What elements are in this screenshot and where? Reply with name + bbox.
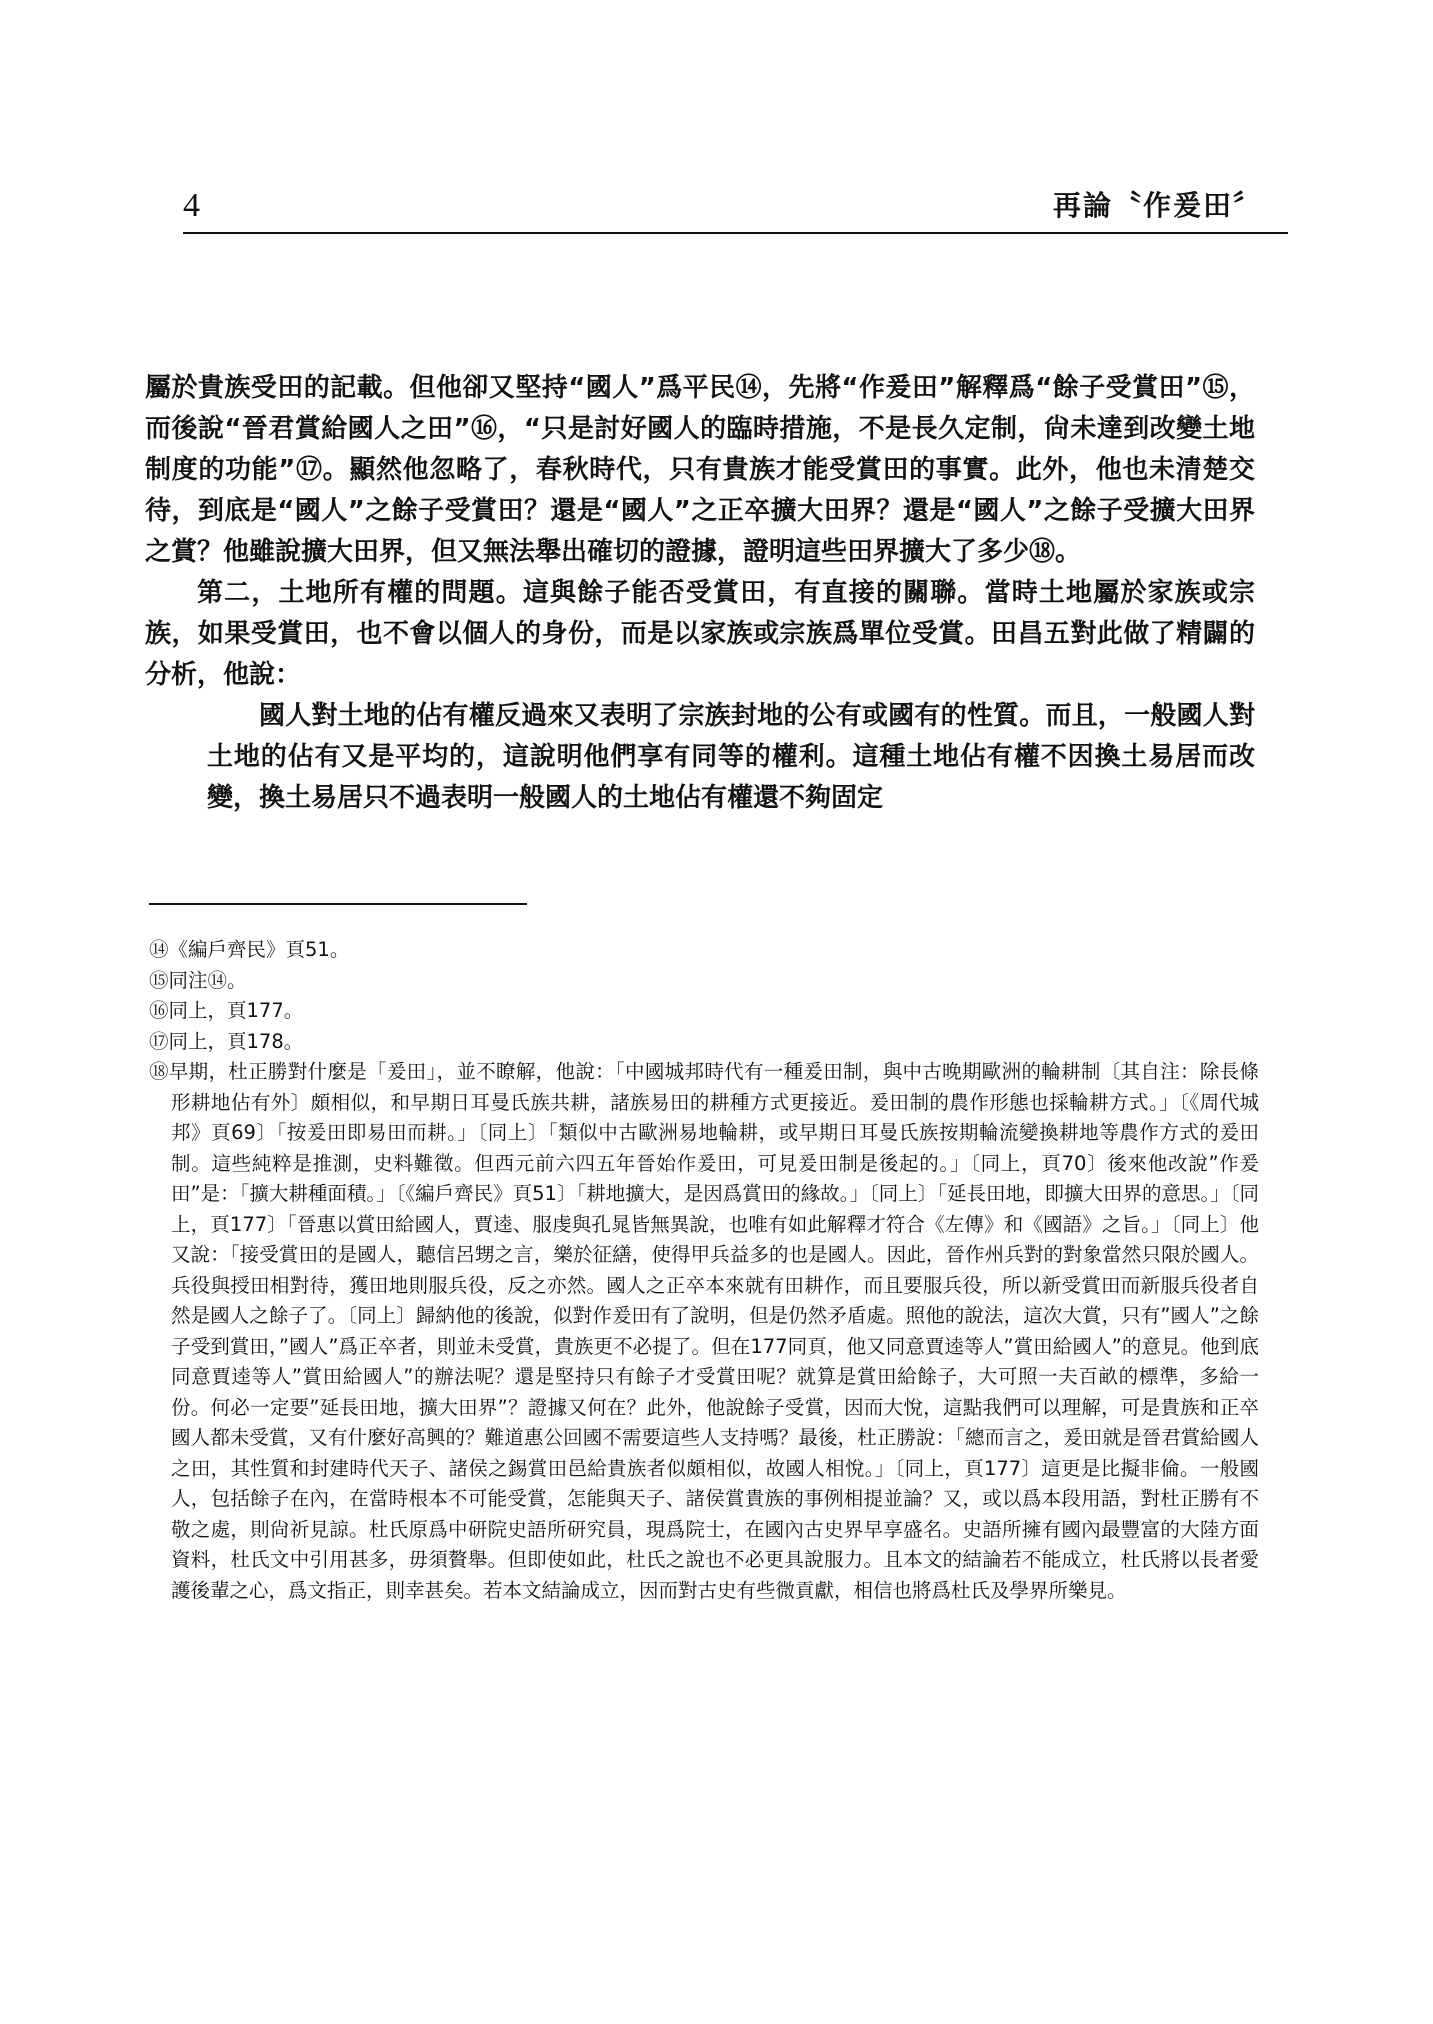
header-divider [183, 232, 1288, 234]
block-quote [145, 696, 1255, 819]
footnote-divider [149, 903, 527, 905]
running-header-title: 再論〝作爰田〞 [1052, 189, 1263, 222]
footnote: ⑰同上，頁178。 [149, 1029, 304, 1053]
footnotes [149, 935, 1259, 1606]
footnote: ⑮同注⑭。 [149, 968, 247, 992]
footnote: ⑭《編戶齊民》頁51。 [149, 938, 350, 961]
footnote: ⑱早期，杜正勝對什麼是「爰田」，並不瞭解，他說：「中國城邦時代有一種爰田制，與中古晚期歐洲的輪耕制〔其自注：除長條形耕地佔有外〕頗相似，和早期日耳曼氏族共耕，諸族易田的耕種方式更接近。爰田制的農作形態也採輪耕方式。」〔《周代城邦》頁69〕「按爰田即易田而耕。」〔同上〕「類似中古歐洲易地輪耕，或早期日耳曼氏族按期輪流變換耕地等農作方式的爰田制。這些純粹是推測，史料難徵。但西元前六四五年晉始作爰田，可見爰田制是後起的。」〔同上，頁70〕後來他改說”作爰田”是：「擴大耕種面積。」〔《編戶齊民》頁51〕「耕地擴大，是因爲賞田的緣故。」〔同上〕「延長田地，即擴大田界的意思。」〔同上，頁177〕「晉惠以賞田給國人，賈逵、服虔與孔晁皆無異說，也唯有如此解釋才符合《左傳》和《國語》之旨。」〔同上〕他又說：「接受賞田的是國人，聽信呂甥之言，樂於征繕，使得甲兵益多的也是國人。因此，晉作州兵對的對象當然只限於國人。兵役與授田相對待，獲田地則服兵役，反之亦然。國人之正卒本來就有田耕作，而且要服兵役，所以新受賞田而新服兵役者自然是國人之餘子了。〔同上〕歸納他的後說，似對作爰田有了說明，但是仍然矛盾處。照他的說法，這次大賞，只有”國人”之餘子受到賞田，”國人”爲正卒者，則並未受賞，貴族更不必提了。但在177同頁，他又同意賈逵等人”賞田給國人”的意見。他到底同意賈逵等人”賞田給國人”的辦法呢？還是堅持只有餘子才受賞田呢？就算是賞田給餘子，大可照一夫百畝的標準，多給一份。何必一定要”延長田地，擴大田界”？證據又何在？此外，他說餘子受賞，因而大悅，這點我們可以理解，可是貴族和正卒國人都未受賞，又有什麼好高興的？難道惠公回國不需要這些人支持嗎？最後，杜正勝說：「總而言之，爰田就是晉君賞給國人之田，其性質和封建時代天子、諸侯之錫賞田邑給貴族者似頗相似，故國人相悅。」〔同上，頁177〕這更是比擬非倫。一般國人，包括餘子在內，在當時根本不可能受賞，怎能與天子、諸侯賞貴族的事例相提並論？又，或以爲本段用語，對杜正勝有不敬之處，則尙祈見諒。杜氏原爲中研院史語所研究員，現爲院士，在國內古史界早享盛名。史語所擁有國內最豐富的大陸方面資料，杜氏文中引用甚多，毋須贅舉。但即使如此，杜氏之說也不必更具說服力。且本文的結論若不能成立，杜氏將以長者愛護後輩之心，爲文指正，則幸甚矣。若本文結論成立，因而對古史有些微貢獻，相信也將爲杜氏及學界所樂見。 [149, 1060, 1259, 1602]
page-number: 4 [183, 187, 200, 224]
block-quote-text: 國人對土地的佔有權反過來又表明了宗族封地的公有或國有的性質。而且，一般國人對土地的佔有又是平均的，這說明他們享有同等的權利。這種土地佔有權不因換土易居而改變，換土易居只不過表明一般國人的土地佔有權還不夠固定 [207, 701, 1255, 813]
footnote: ⑯同上，頁177。 [149, 999, 304, 1022]
body-paragraph: 屬於貴族受田的記載。但他卻又堅持“國人”爲平民⑭，先將“作爰田”解釋爲“餘子受賞田”⑮，而後說“晉君賞給國人之田”⑯，“只是討好國人的臨時措施，不是長久定制，尙未達到改變土地制度的功能”⑰。顯然他忽略了，春秋時代，只有貴族才能受賞田的事實。此外，他也未清楚交待，到底是“國人”之餘子受賞田？還是“國人”之正卒擴大田界？還是“國人”之餘子受擴大田界之賞？他雖說擴大田界，但又無法舉出確切的證據，證明這些田界擴大了多少⑱。 [145, 373, 1255, 567]
body-paragraph: 第二，土地所有權的問題。這與餘子能否受賞田，有直接的關聯。當時土地屬於家族或宗族，如果受賞田，也不會以個人的身份，而是以家族或宗族爲單位受賞。田昌五對此做了精闢的分析，他說： [145, 578, 1255, 690]
main-text [145, 368, 1255, 819]
